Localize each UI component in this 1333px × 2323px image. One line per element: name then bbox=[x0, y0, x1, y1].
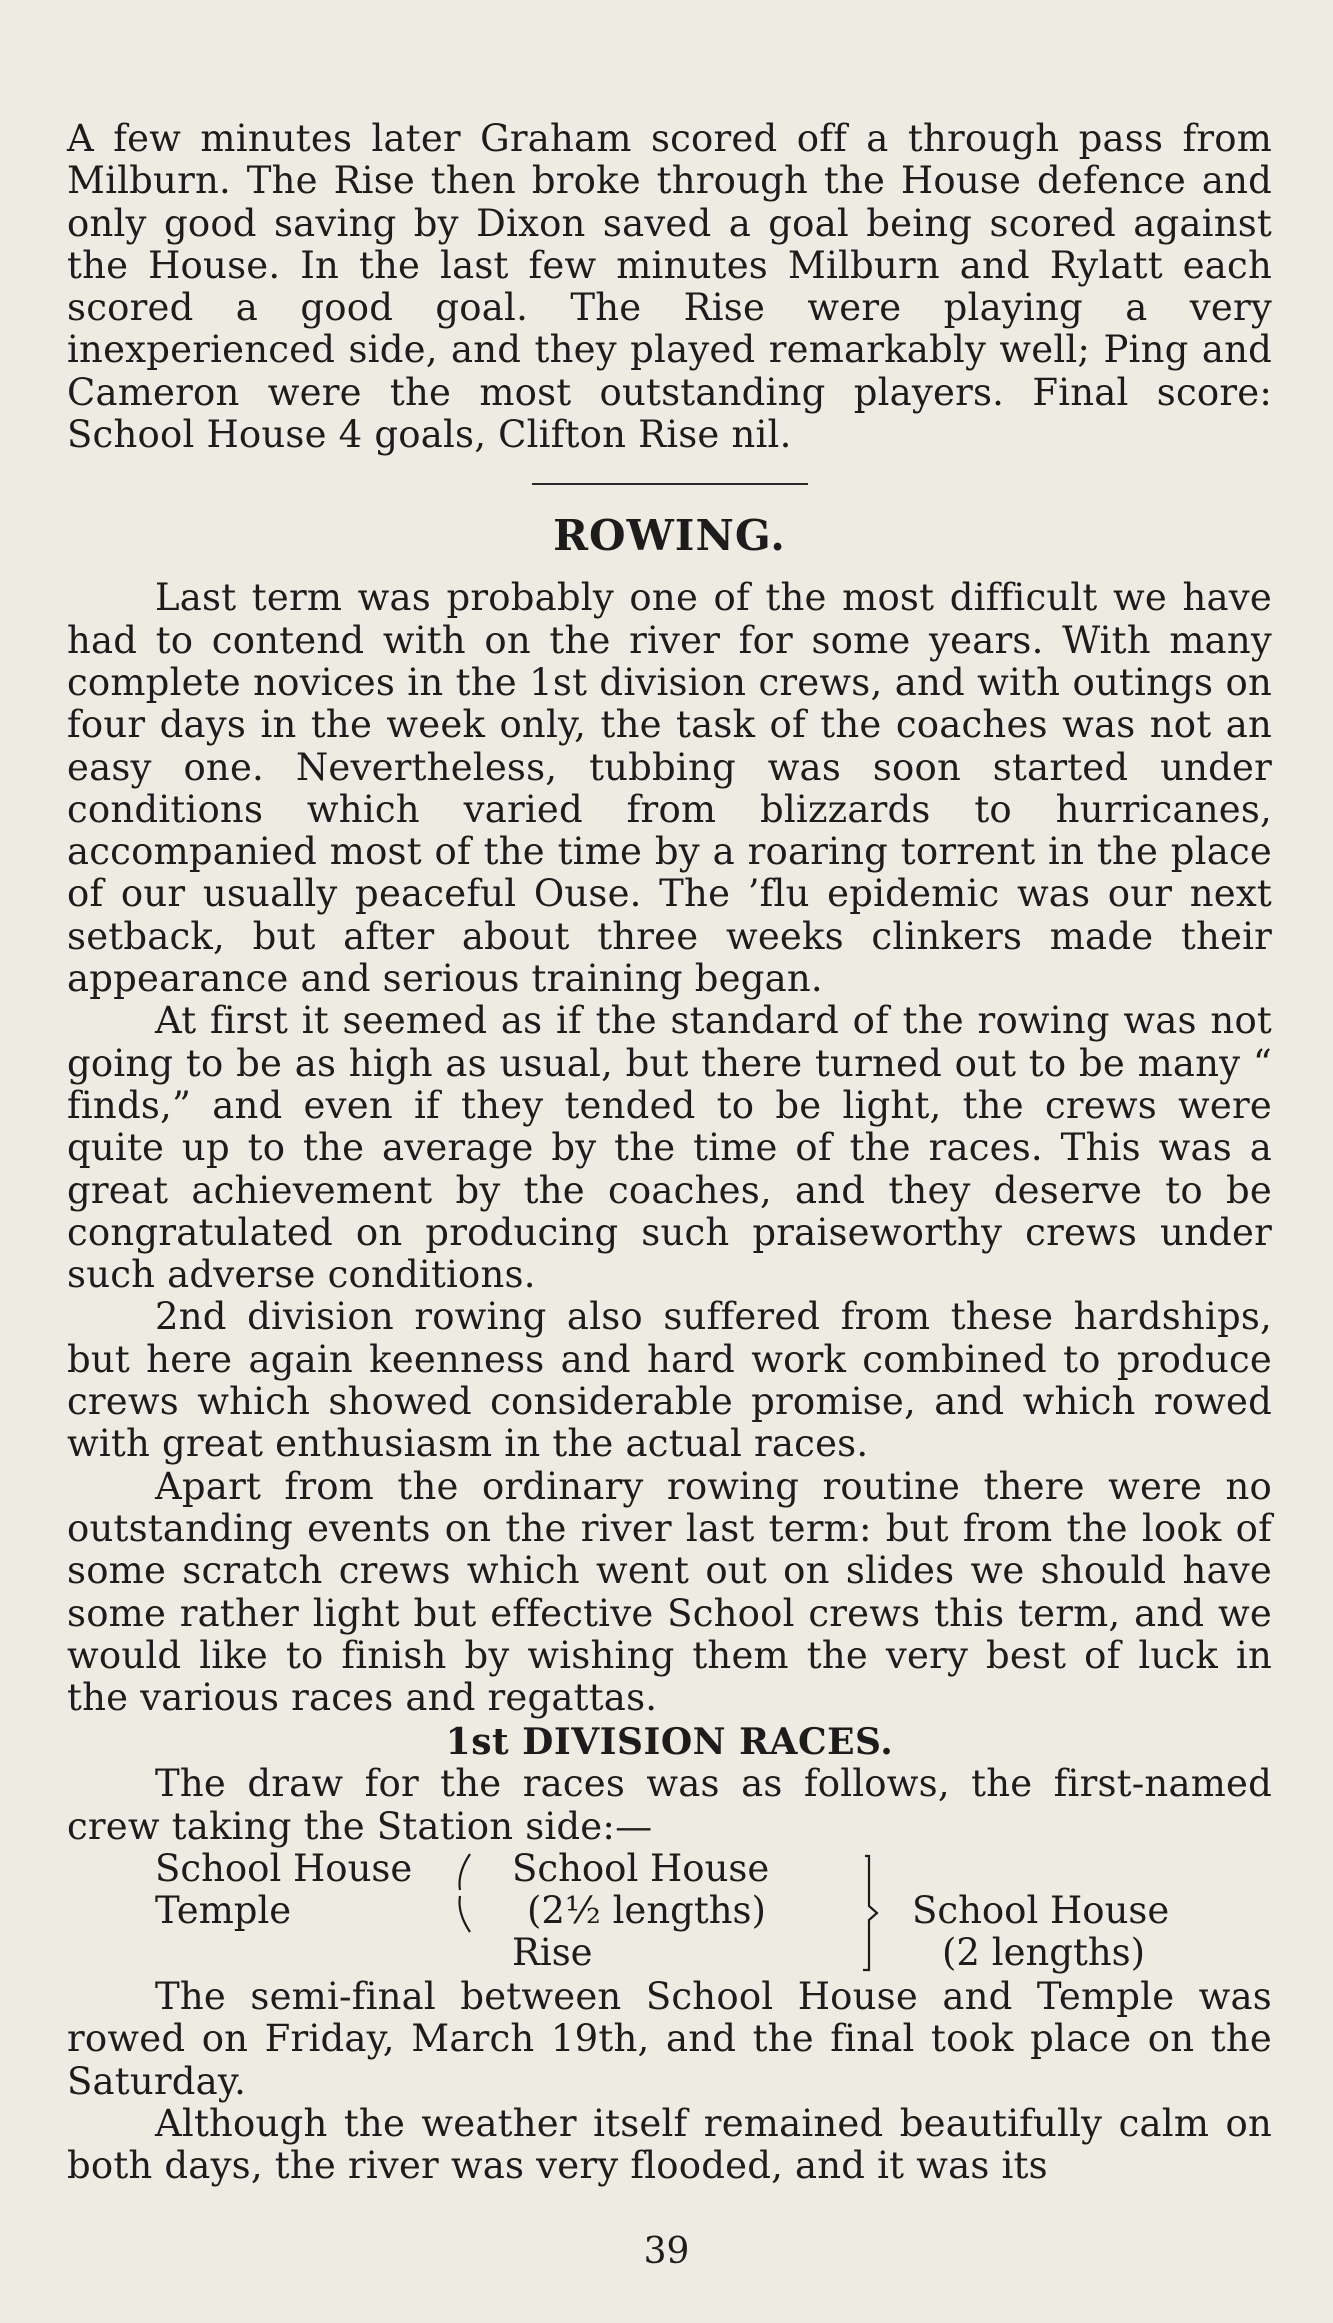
races-heading: 1st DIVISION RACES. bbox=[445, 1721, 894, 1764]
rowing-paragraph: Last term was probably one of the most difficult we have had to contend with on the river for some years. With many complete novices in the 1st division crews, and with outings on four days in the week only, the task of the coaches was not an easy one. Nevertheless, tubbing was soon started under conditions which varied from blizzards to hurricanes, accompanied most of the time by a roaring torrent in the place of our usually peaceful Ouse. The ’flu epidemic was our next setback, but after about three weeks clinkers made their appearance and serious training began. bbox=[67, 576, 1272, 1001]
draw-semi-margin: (2½ lengths) bbox=[527, 1888, 766, 1932]
draw-crew-rise: Rise bbox=[512, 1930, 593, 1974]
races-paragraph: Although the weather itself remained beautifully calm on both days, the river was very flooded, and it was its bbox=[67, 2101, 1272, 2188]
football-report-paragraph: A few minutes later Graham scored off a through pass from Milburn. The Rise then broke through the House defence and only good saving by Dixon saved a goal being scored against the House. In the last few minutes Milburn and Rylatt each scored a good goal. The Rise were playing a very inexperienced side, and they played remarkably well; Ping and Cameron were the most outstanding players. Final score: School House 4 goals, Clifton Rise nil. bbox=[67, 117, 1272, 457]
page-content bbox=[67, 118, 1272, 2187]
rowing-paragraph: Apart from the ordinary rowing routine there were no outstanding events on the river last term: but from the look of some scratch crews which went out on slides we should have some rather light but effective School crews this term, and we would like to finish by wishing them the very best of luck in the various races and regattas. bbox=[67, 1464, 1272, 1720]
rowing-paragraph: 2nd division rowing also suffered from these hardships, but here again keenness and hard work combined to produce crews which showed considerable promise, and which rowed with great enthusiasm in the actual races. bbox=[67, 1295, 1272, 1466]
draw-brace-right bbox=[857, 1854, 887, 1972]
draw-final-winner: School House bbox=[912, 1888, 1170, 1932]
races-paragraph: The semi-final between School House and Temple was rowed on Friday, March 19th, and the final took place on the Saturday. bbox=[67, 1974, 1272, 2103]
rowing-paragraph: At first it seemed as if the standard of the rowing was not going to be as high as usual, but there turned out to be many “ finds,” and even if they tended to be light, the crews were quite up to the average by the time of the races. This was a great achievement by the coaches, and they deserve to be congratulated on producing such praiseworthy crews under such adverse conditions. bbox=[67, 999, 1272, 1297]
races-intro: The draw for the races was as follows, the first-named crew taking the Station side:— bbox=[67, 1762, 1272, 1848]
page-number: 39 bbox=[643, 2231, 690, 2272]
draw-brace-left bbox=[452, 1852, 478, 1934]
draw-crew-school-house: School House bbox=[155, 1846, 413, 1890]
race-draw bbox=[67, 1848, 1272, 1976]
section-divider bbox=[532, 483, 808, 485]
draw-semi-winner: School House bbox=[512, 1846, 770, 1890]
rowing-heading: ROWING. bbox=[553, 511, 786, 561]
draw-crew-temple: Temple bbox=[155, 1888, 292, 1932]
draw-final-margin: (2 lengths) bbox=[942, 1930, 1146, 1974]
